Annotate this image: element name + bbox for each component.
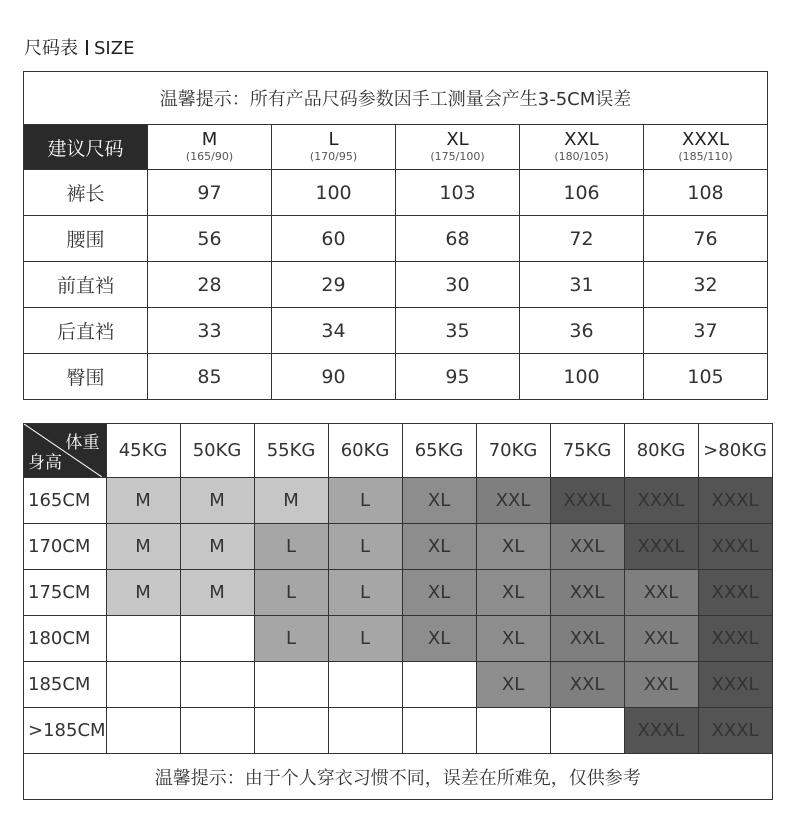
size-cell: XL [402, 616, 476, 662]
height-label: 165CM [24, 478, 107, 524]
size-cell [402, 662, 476, 708]
size-cell: M [106, 478, 180, 524]
size-cell: XL [476, 524, 550, 570]
size-header-l: L (170/95) [272, 125, 396, 170]
table-cell: 105 [644, 354, 768, 400]
table-row [24, 262, 768, 308]
weight-header: 75KG [550, 424, 624, 478]
size-cell [402, 708, 476, 754]
size-measure-table [23, 71, 768, 400]
size-cell [328, 662, 402, 708]
height-label: 180CM [24, 616, 107, 662]
table-row [24, 354, 768, 400]
corner-header [24, 424, 107, 478]
table-cell: 72 [520, 216, 644, 262]
size-cell: XL [476, 616, 550, 662]
weight-header: 50KG [180, 424, 254, 478]
suggested-size-header: 建议尺码 [24, 125, 148, 170]
size-cell: M [180, 478, 254, 524]
table-cell: 29 [272, 262, 396, 308]
size-cell [254, 662, 328, 708]
size-cell: XL [402, 570, 476, 616]
row-label: 腰围 [24, 216, 148, 262]
size-cell: XXL [624, 570, 698, 616]
page-title [24, 34, 134, 60]
size-cell: L [328, 524, 402, 570]
size-cell [476, 708, 550, 754]
weight-header: 55KG [254, 424, 328, 478]
size-cell [106, 662, 180, 708]
size-cell: XXL [550, 524, 624, 570]
weight-header: 80KG [624, 424, 698, 478]
table-row [24, 478, 773, 524]
table-cell: 28 [148, 262, 272, 308]
weight-axis-label: 体重 [65, 433, 100, 453]
table-row [24, 216, 768, 262]
size-cell: XXXL [698, 478, 772, 524]
table-cell: 76 [644, 216, 768, 262]
table-cell: 60 [272, 216, 396, 262]
weight-header: 45KG [106, 424, 180, 478]
size-cell: XXXL [624, 524, 698, 570]
size-cell: XXXL [698, 524, 772, 570]
size-cell [254, 708, 328, 754]
title-cn: 尺码表 [24, 38, 78, 59]
table-cell: 35 [396, 308, 520, 354]
size-cell: L [328, 478, 402, 524]
table-cell: 97 [148, 170, 272, 216]
table-cell: 33 [148, 308, 272, 354]
size-cell: XXL [550, 616, 624, 662]
height-label: 185CM [24, 662, 107, 708]
size-cell: XXL [476, 478, 550, 524]
title-en: SIZE [94, 38, 135, 59]
size-cell: XXXL [698, 662, 772, 708]
height-label: 170CM [24, 524, 107, 570]
size-cell: XL [402, 524, 476, 570]
table-row [24, 616, 773, 662]
table-cell: 56 [148, 216, 272, 262]
table-row [24, 708, 773, 754]
height-axis-label: 身高 [28, 453, 62, 473]
size-cell: XL [476, 662, 550, 708]
size-cell: XXL [550, 662, 624, 708]
table-cell: 100 [520, 354, 644, 400]
size-cell: XXL [624, 616, 698, 662]
size-cell: XXXL [624, 478, 698, 524]
row-label: 裤长 [24, 170, 148, 216]
size-header-xxl: XXL (180/105) [520, 125, 644, 170]
measure-notice: 温馨提示：所有产品尺码参数因手工测量会产生3-5CM误差 [24, 72, 768, 125]
size-header-m: M (165/90) [148, 125, 272, 170]
table-cell: 108 [644, 170, 768, 216]
weight-header: 70KG [476, 424, 550, 478]
row-label: 后直裆 [24, 308, 148, 354]
table-row [24, 308, 768, 354]
size-cell: M [180, 524, 254, 570]
size-cell: XXL [550, 570, 624, 616]
table-cell: 31 [520, 262, 644, 308]
size-cell: L [328, 570, 402, 616]
height-label: 175CM [24, 570, 107, 616]
table-cell: 37 [644, 308, 768, 354]
table-row [24, 570, 773, 616]
fit-footer-notice: 温馨提示：由于个人穿衣习惯不同，误差在所难免，仅供参考 [24, 754, 773, 800]
size-cell: M [254, 478, 328, 524]
size-cell: M [106, 524, 180, 570]
size-cell: XL [476, 570, 550, 616]
fit-chart-table [23, 423, 773, 800]
size-cell [106, 616, 180, 662]
table-cell: 36 [520, 308, 644, 354]
size-cell: XXXL [698, 616, 772, 662]
size-cell: XXL [624, 662, 698, 708]
row-label: 前直裆 [24, 262, 148, 308]
size-cell: M [106, 570, 180, 616]
size-cell: XXXL [698, 708, 772, 754]
size-cell: XXXL [624, 708, 698, 754]
table-cell: 85 [148, 354, 272, 400]
table-cell: 95 [396, 354, 520, 400]
table-cell: 32 [644, 262, 768, 308]
table-cell: 90 [272, 354, 396, 400]
size-cell [180, 662, 254, 708]
size-cell [550, 708, 624, 754]
size-cell: XL [402, 478, 476, 524]
height-label: >185CM [24, 708, 107, 754]
table-cell: 30 [396, 262, 520, 308]
table-cell: 68 [396, 216, 520, 262]
weight-header: >80KG [698, 424, 772, 478]
table-row [24, 662, 773, 708]
size-cell: L [328, 616, 402, 662]
size-cell [106, 708, 180, 754]
table-row [24, 524, 773, 570]
table-cell: 103 [396, 170, 520, 216]
table-cell: 100 [272, 170, 396, 216]
title-divider [86, 40, 88, 55]
weight-header: 65KG [402, 424, 476, 478]
table-cell: 34 [272, 308, 396, 354]
size-cell [180, 616, 254, 662]
size-cell: L [254, 524, 328, 570]
weight-header: 60KG [328, 424, 402, 478]
size-cell: M [180, 570, 254, 616]
size-header-xl: XL (175/100) [396, 125, 520, 170]
size-cell: L [254, 616, 328, 662]
table-row [24, 170, 768, 216]
size-header-xxxl: XXXL (185/110) [644, 125, 768, 170]
size-cell [180, 708, 254, 754]
table-cell: 106 [520, 170, 644, 216]
size-cell: XXXL [698, 570, 772, 616]
row-label: 臀围 [24, 354, 148, 400]
size-cell [328, 708, 402, 754]
size-cell: XXXL [550, 478, 624, 524]
size-cell: L [254, 570, 328, 616]
